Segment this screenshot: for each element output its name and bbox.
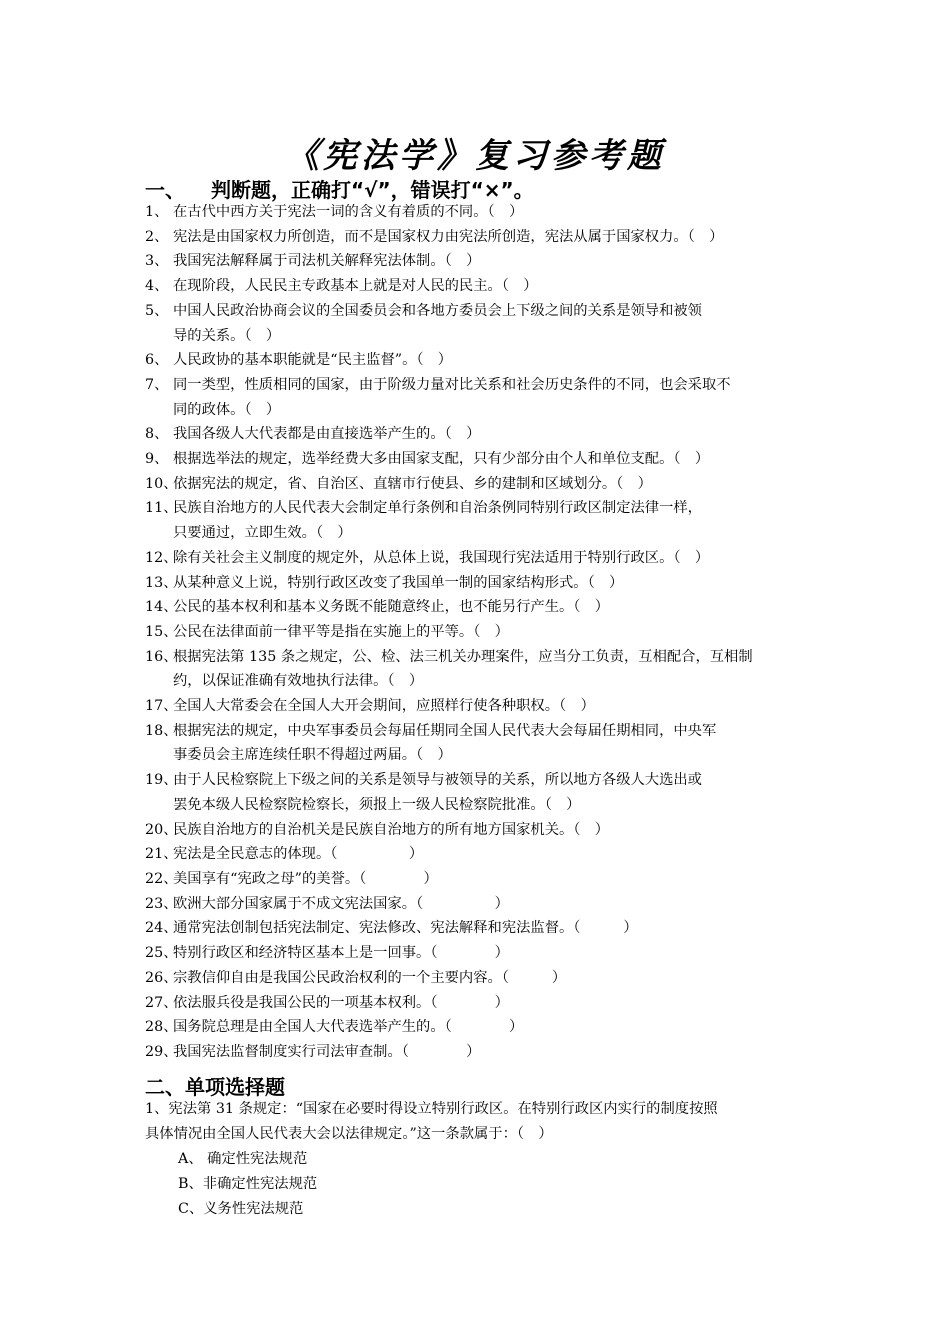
item-number: 23、 <box>145 895 178 912</box>
list-item <box>145 892 810 917</box>
true-false-list <box>145 200 810 1065</box>
item-text-continued: 只要通过，立即生效。（ ） <box>173 525 352 542</box>
list-item <box>145 422 810 447</box>
item-number: 19、 <box>145 772 178 789</box>
list-item <box>145 373 810 422</box>
item-text: 人民政协的基本职能就是“民主监督”。（ ） <box>173 352 453 369</box>
list-item <box>145 249 810 274</box>
item-number: 8、 <box>145 426 169 443</box>
item-number: 4、 <box>145 278 169 295</box>
option-b: B、非确定性宪法规范 <box>178 1176 318 1192</box>
item-text: 同一类型，性质相同的国家，由于阶级力量对比关系和社会历史条件的不同，也会采取不 <box>173 376 731 393</box>
item-number: 26、 <box>145 969 178 986</box>
item-text: 我国宪法监督制度实行司法审查制。（ ） <box>173 1043 481 1060</box>
item-text: 从某种意义上说，特别行政区改变了我国单一制的国家结构形式。（ ） <box>173 574 624 591</box>
item-number: 10、 <box>145 475 178 492</box>
list-item <box>145 1040 810 1065</box>
item-text: 通常宪法创制包括宪法制定、宪法修改、宪法解释和宪法监督。（ ） <box>173 920 638 937</box>
item-text: 除有关社会主义制度的规定外，从总体上说，我国现行宪法适用于特别行政区。（ ） <box>173 549 710 566</box>
list-item <box>145 966 810 991</box>
item-number: 2、 <box>145 228 169 245</box>
item-text: 由于人民检察院上下级之间的关系是领导与被领导的关系，所以地方各级人大选出或 <box>173 772 702 789</box>
item-text-continued: 约，以保证准确有效地执行法律。（ ） <box>173 673 424 690</box>
list-item <box>145 225 810 250</box>
document-title: 《宪法学》复习参考题 <box>285 136 665 176</box>
item-text: 民族自治地方的人民代表大会制定单行条例和自治条例同特别行政区制定法律一样， <box>173 500 702 517</box>
item-text: 我国宪法解释属于司法机关解释宪法体制。（ ） <box>173 253 481 270</box>
item-number: 20、 <box>145 821 178 838</box>
option-c: C、义务性宪法规范 <box>178 1201 304 1217</box>
item-number: 29、 <box>145 1043 178 1060</box>
list-item <box>145 620 810 645</box>
item-text: 在古代中西方关于宪法一词的含义有着质的不同。（ ） <box>173 204 524 220</box>
item-text: 公民在法律面前一律平等是指在实施上的平等。（ ） <box>173 623 509 640</box>
list-item <box>145 916 810 941</box>
list-item <box>145 546 810 571</box>
section-1-title: 判断题，正确打“√”，错误打“×”。 <box>211 178 534 202</box>
list-item <box>145 941 810 966</box>
item-number: 6、 <box>145 352 169 369</box>
item-text-continued: 同的政体。（ ） <box>173 401 281 418</box>
item-text: 宗教信仰自由是我国公民政治权利的一个主要内容。（ ） <box>173 969 567 986</box>
section-2-heading: 二、单项选择题 <box>145 1075 285 1099</box>
list-item <box>145 447 810 472</box>
item-text: 公民的基本权利和基本义务既不能随意终止，也不能另行产生。（ ） <box>173 599 610 616</box>
question-line-1: 1、宪法第 31 条规定：“国家在必要时得设立特别行政区。在特别行政区内实行的制度按照 <box>145 1101 718 1117</box>
list-item <box>145 818 810 843</box>
item-number: 1、 <box>145 204 169 220</box>
item-text: 特别行政区和经济特区基本上是一回事。（ ） <box>173 945 509 962</box>
item-text: 全国人大常委会在全国人大开会期间，应照样行使各种职权。（ ） <box>173 698 595 715</box>
list-item <box>145 867 810 892</box>
item-text: 依据宪法的规定，省、自治区、直辖市行使县、乡的建制和区域划分。（ ） <box>173 475 652 492</box>
item-number: 3、 <box>145 253 169 270</box>
list-item <box>145 595 810 620</box>
item-text: 根据选举法的规定，选举经费大多由国家支配，只有少部分由个人和单位支配。（ ） <box>173 451 710 468</box>
item-text-continued: 罢免本级人民检察院检察长，须报上一级人民检察院批准。（ ） <box>173 796 581 813</box>
item-text: 欧洲大部分国家属于不成文宪法国家。（ ） <box>173 895 509 912</box>
list-item <box>145 299 810 348</box>
item-number: 24、 <box>145 920 178 937</box>
list-item <box>145 496 810 545</box>
section-1-heading <box>145 174 534 203</box>
item-number: 11、 <box>145 500 178 517</box>
item-text: 中国人民政治协商会议的全国委员会和各地方委员会上下级之间的关系是领导和被领 <box>173 302 702 319</box>
list-item <box>145 571 810 596</box>
item-number: 22、 <box>145 870 178 887</box>
item-number: 12、 <box>145 549 178 566</box>
item-number: 9、 <box>145 451 169 468</box>
list-item <box>145 768 810 817</box>
list-item <box>145 842 810 867</box>
item-text: 宪法是全民意志的体现。（ ） <box>173 846 424 863</box>
choice-question-1 <box>145 1097 810 1146</box>
item-number: 14、 <box>145 599 178 616</box>
item-number: 18、 <box>145 722 178 739</box>
item-text: 民族自治地方的自治机关是民族自治地方的所有地方国家机关。（ ） <box>173 821 610 838</box>
item-number: 13、 <box>145 574 178 591</box>
list-item <box>145 645 810 694</box>
item-text: 根据宪法的规定，中央军事委员会每届任期同全国人民代表大会每届任期相同，中央军 <box>173 722 717 739</box>
item-text: 国务院总理是由全国人大代表选举产生的。（ ） <box>173 1019 524 1036</box>
item-text: 根据宪法第 135 条之规定，公、检、法三机关办理案件，应当分工负责，互相配合，互相制 <box>173 648 753 665</box>
item-number: 25、 <box>145 945 178 962</box>
item-number: 16、 <box>145 648 178 665</box>
item-text: 在现阶段，人民民主专政基本上就是对人民的民主。（ ） <box>173 278 538 295</box>
item-number: 5、 <box>145 302 169 319</box>
list-item <box>145 1015 810 1040</box>
item-text: 我国各级人大代表都是由直接选举产生的。（ ） <box>173 426 481 443</box>
list-item <box>145 274 810 299</box>
item-text-continued: 事委员会主席连续任职不得超过两届。（ ） <box>173 747 452 764</box>
item-text: 美国享有“宪政之母”的美誉。（ ） <box>173 870 438 887</box>
list-item <box>145 200 810 225</box>
item-number: 15、 <box>145 623 178 640</box>
question-line-2: 具体情况由全国人民代表大会以法律规定。”这一条款属于：（ ） <box>145 1125 553 1142</box>
list-item <box>145 719 810 768</box>
item-number: 17、 <box>145 698 178 715</box>
list-item <box>145 348 810 373</box>
item-text: 宪法是由国家权力所创造，而不是国家权力由宪法所创造，宪法从属于国家权力。（ ） <box>173 228 724 245</box>
list-item <box>145 991 810 1016</box>
list-item <box>145 694 810 719</box>
item-number: 27、 <box>145 994 178 1011</box>
item-number: 28、 <box>145 1019 178 1036</box>
option-a: A、 确定性宪法规范 <box>178 1151 308 1167</box>
item-text: 依法服兵役是我国公民的一项基本权利。（ ） <box>173 994 509 1011</box>
list-item <box>145 472 810 497</box>
item-text-continued: 导的关系。（ ） <box>173 327 281 344</box>
section-1-number: 一、 <box>145 178 185 202</box>
item-number: 21、 <box>145 846 178 863</box>
item-number: 7、 <box>145 376 169 393</box>
